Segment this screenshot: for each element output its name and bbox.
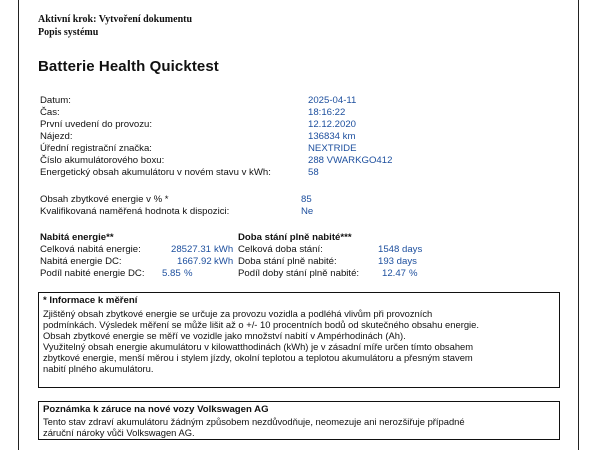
first-registration-value: 12.12.2020	[308, 119, 357, 130]
warranty-note-title: Poznámka k záruce na nové vozy Volkswagen AG	[43, 404, 269, 415]
warranty-note-line: záruční nároky vůči Volkswagen AG.	[43, 427, 195, 438]
standing-time-heading: Doba stání plně nabité***	[238, 232, 352, 243]
measurement-info-line: Obsah zbytkové energie se měří ve vozidle jako množství nabití v Ampérhodinách (Ah).	[43, 330, 406, 341]
battery-box-number-label: Číslo akumulátorového boxu:	[40, 155, 165, 166]
total-standing-time-value: 1548 days	[378, 244, 423, 255]
time-label: Čas:	[40, 107, 60, 118]
qualified-measurement-value: Ne	[301, 206, 314, 217]
document-title: Batterie Health Quicktest	[38, 58, 219, 75]
qualified-measurement-label: Kvalifikovaná naměřená hodnota k dispozici:	[40, 206, 230, 217]
total-charged-energy-label: Celková nabitá energie:	[40, 244, 141, 255]
dc-charged-energy-unit: kWh	[214, 256, 234, 267]
time-value: 18:16:22	[308, 107, 346, 118]
dc-charged-energy-label: Nabitá energie DC:	[40, 256, 122, 267]
warranty-note-box	[38, 401, 560, 440]
registration-plate-value: NEXTRIDE	[308, 143, 357, 154]
full-charge-standing-value: 193 days	[378, 256, 417, 267]
residual-energy-label: Obsah zbytkové energie v % *	[40, 194, 169, 205]
warranty-note-line: Tento stav zdraví akumulátoru žádným způsobem nezdůvodňuje, neomezuje ani nerozšiřuje případné	[43, 416, 465, 427]
measurement-info-box	[38, 292, 560, 388]
new-energy-content-label: Energetický obsah akumulátoru v novém stavu v kWh:	[40, 167, 271, 178]
full-charge-standing-label: Doba stání plně nabité:	[238, 256, 337, 267]
date-label: Datum:	[40, 95, 71, 106]
full-charge-standing-share-unit: %	[409, 268, 418, 279]
measurement-info-line: Využitelný obsah energie akumulátoru v kilowatthodinách (kWh) je v zásadní míře určen tímto obsahem	[43, 341, 474, 352]
measurement-info-line: nabití plného akumulátoru.	[43, 363, 154, 374]
total-charged-energy-value: 28527.31	[171, 244, 212, 255]
dc-charged-energy-value: 1667.92	[177, 256, 212, 267]
measurement-info-line: zbytkové energie, menší měrou i stylem jízdy, okolní teplotou a teplotou akumulátoru a přesným stavem	[43, 352, 473, 363]
dc-share-label: Podíl nabité energie DC:	[40, 268, 145, 279]
system-description-heading: Popis systému	[38, 27, 99, 38]
mileage-value: 136834 km	[308, 131, 356, 142]
new-energy-content-value: 58	[308, 167, 319, 178]
residual-energy-value: 85	[301, 194, 312, 205]
full-charge-standing-share-value: 12.47	[382, 268, 407, 279]
total-charged-energy-unit: kWh	[214, 244, 234, 255]
charged-energy-heading: Nabitá energie**	[40, 232, 114, 243]
measurement-info-line: Zjištěný obsah zbytkové energie se určuje za provozu vozidla a podléhá vlivům při provozních	[43, 308, 433, 319]
measurement-info-line: podmínkách. Výsledek měření se může lišit až o +/- 10 procentních bodů od skutečného obsahu energie.	[43, 319, 479, 330]
first-registration-label: První uvedení do provozu:	[40, 119, 152, 130]
total-standing-time-label: Celková doba stání:	[238, 244, 323, 255]
page-left-border	[18, 0, 19, 450]
registration-plate-label: Úřední registrační značka:	[40, 143, 152, 154]
measurement-info-title: * Informace k měření	[43, 295, 138, 306]
full-charge-standing-share-label: Podíl doby stání plně nabité:	[238, 268, 360, 279]
mileage-label: Nájezd:	[40, 131, 73, 142]
dc-share-unit: %	[184, 268, 193, 279]
date-value: 2025-04-11	[308, 95, 357, 106]
dc-share-value: 5.85	[162, 268, 181, 279]
page-right-border	[578, 0, 579, 450]
battery-box-number-value: 288 VWARKGO412	[308, 155, 393, 166]
active-step-heading: Aktivní krok: Vytvoření dokumentu	[38, 14, 193, 25]
